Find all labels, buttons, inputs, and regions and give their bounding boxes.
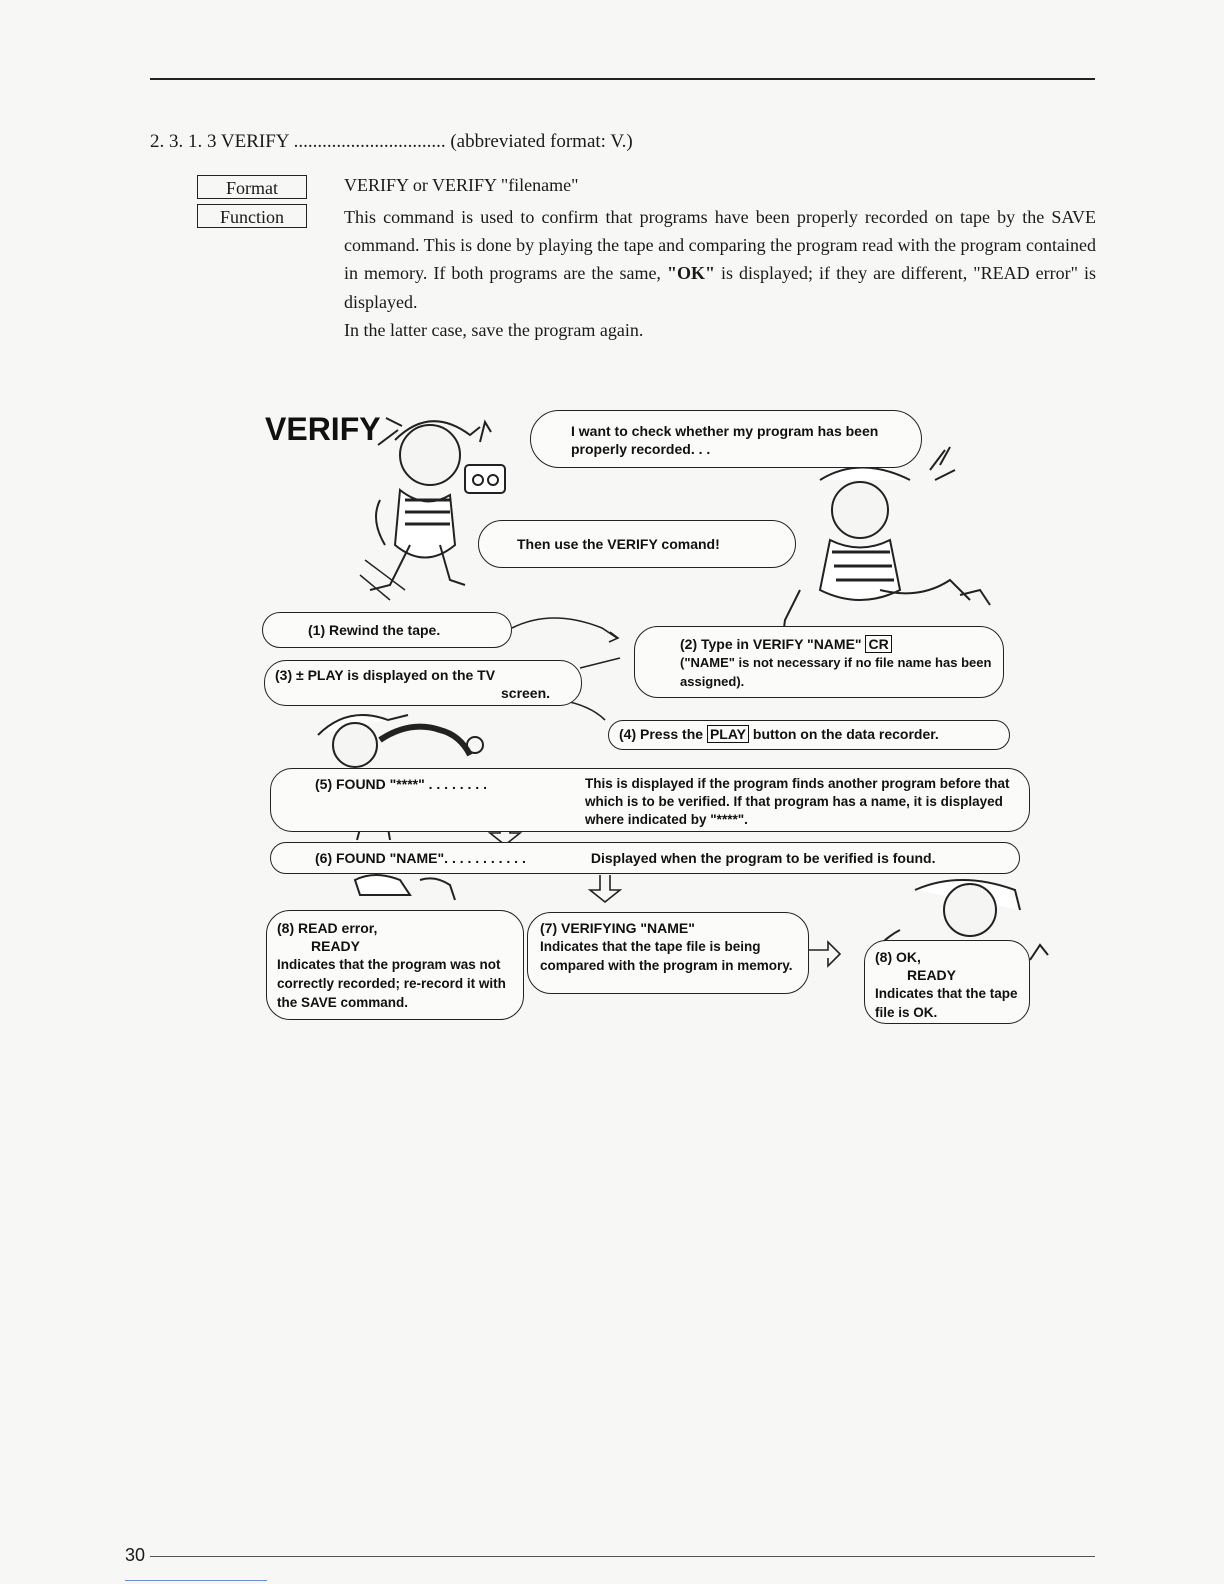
step-8-error-bubble: (8) READ error, READY Indicates that the program was not correctly recorded; re-record it with the SAVE command. xyxy=(266,910,524,1020)
step-6-bubble: (6) FOUND "NAME". . . . . . . . . . . Displayed when the program to be verified is found. xyxy=(270,842,1020,874)
step-2-bubble: (2) Type in VERIFY "NAME" CR ("NAME" is not necessary if no file name has been assigned). xyxy=(634,626,1004,698)
play-key: PLAY xyxy=(707,725,749,743)
section-heading: 2. 3. 1. 3 VERIFY ................................ (abbreviated format: V.) xyxy=(150,131,633,152)
format-value: VERIFY or VERIFY "filename" xyxy=(344,175,579,195)
kid-small-icon xyxy=(318,715,483,767)
format-label: Format xyxy=(197,175,307,199)
step-1-bubble: (1) Rewind the tape. xyxy=(262,612,512,648)
ok-text: "OK" xyxy=(666,263,715,284)
speech-bubble-verify: Then use the VERIFY comand! xyxy=(478,520,796,568)
step-3-bubble: (3) ± PLAY is displayed on the TV screen. xyxy=(264,660,582,706)
kid-with-recorder-icon xyxy=(360,418,505,600)
function-text-2: is displayed; if they are different, "READ error" is displayed. xyxy=(344,263,1096,312)
function-label: Function xyxy=(197,204,307,228)
step-8-ok-bubble: (8) OK, READY Indicates that the tape file is OK. xyxy=(864,940,1030,1024)
step-4-bubble: (4) Press the PLAY button on the data recorder. xyxy=(608,720,1010,750)
bottom-rule xyxy=(150,1556,1095,1557)
speech-bubble-check: I want to check whether my program has been properly recorded. . . xyxy=(530,410,922,468)
function-text-3: In the latter case, save the program again. xyxy=(344,319,644,340)
page-number: 30 xyxy=(125,1545,146,1565)
function-text-1: This command is used to confirm that programs have been properly recorded on tape by the SAVE command. This is done by playing the tape and comparing the program read with the program contained in memory. If both programs are the same, xyxy=(344,207,1096,284)
illustration-title: VERIFY xyxy=(265,411,381,447)
step-7-bubble: (7) VERIFYING "NAME" Indicates that the tape file is being compared with the program in memory. xyxy=(527,912,809,994)
cr-key: CR xyxy=(865,635,891,653)
blue-underline xyxy=(125,1580,267,1581)
step-5-bubble: (5) FOUND "****" . . . . . . . . This is displayed if the program finds another program before that which is to be verified. If that program has a name, it is displayed where indicated by "****". xyxy=(270,768,1030,832)
